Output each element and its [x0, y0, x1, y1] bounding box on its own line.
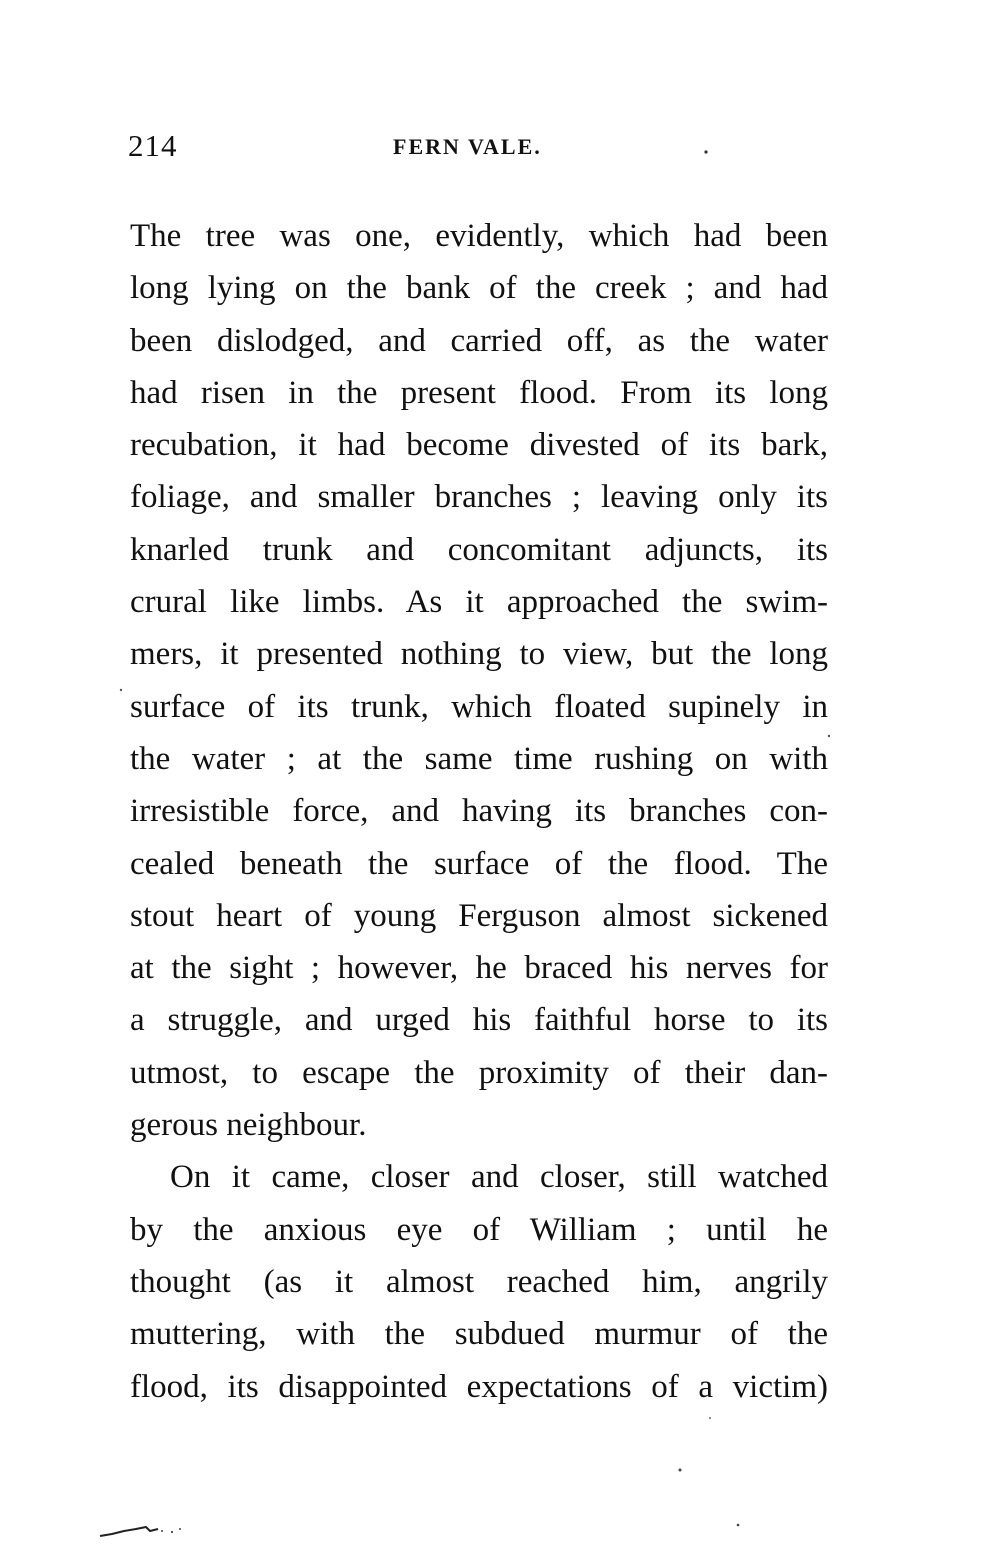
- text-line: knarled trunk and concomitant adjuncts, its: [130, 531, 828, 568]
- text-line: gerous neighbour.: [130, 1107, 367, 1144]
- text-line: had risen in the present flood. From its long: [130, 374, 828, 411]
- text-line: cealed beneath the surface of the flood. The: [130, 845, 828, 882]
- text-line: mers, it presented nothing to view, but the long: [130, 636, 828, 673]
- text-line: surface of its trunk, which floated supinely in: [130, 688, 828, 725]
- paragraph-1: [130, 210, 828, 1151]
- text-line: thought (as it almost reached him, angrily: [130, 1263, 828, 1300]
- text-line: flood, its disappointed expectations of a victim): [130, 1368, 828, 1405]
- text-line: long lying on the bank of the creek ; and had: [130, 270, 828, 307]
- paragraph-2: [130, 1151, 828, 1412]
- text-line: the water ; at the same time rushing on with: [130, 740, 828, 777]
- text-line: a struggle, and urged his faithful horse to its: [130, 1002, 828, 1039]
- text-line: at the sight ; however, he braced his nerves for: [130, 950, 828, 987]
- text-line: stout heart of young Ferguson almost sickened: [130, 897, 828, 934]
- text-line: The tree was one, evidently, which had been: [130, 218, 828, 254]
- text-line: foliage, and smaller branches ; leaving only its: [130, 479, 828, 516]
- text-line: by the anxious eye of William ; until he: [130, 1211, 828, 1248]
- running-title: FERN VALE.: [393, 134, 542, 159]
- text-line: muttering, with the subdued murmur of the: [130, 1316, 828, 1353]
- text-line: irresistible force, and having its branches con-: [130, 793, 828, 830]
- page-number: 214: [128, 128, 178, 163]
- body-text: [130, 210, 828, 1413]
- text-line: recubation, it had become divested of its bark,: [130, 427, 828, 464]
- text-line: utmost, to escape the proximity of their dan-: [130, 1054, 828, 1091]
- text-line: On it came, closer and closer, still watched: [170, 1159, 828, 1196]
- text-line: been dislodged, and carried off, as the water: [130, 322, 828, 359]
- running-head: [128, 128, 828, 168]
- text-line: crural like limbs. As it approached the swim-: [130, 584, 828, 621]
